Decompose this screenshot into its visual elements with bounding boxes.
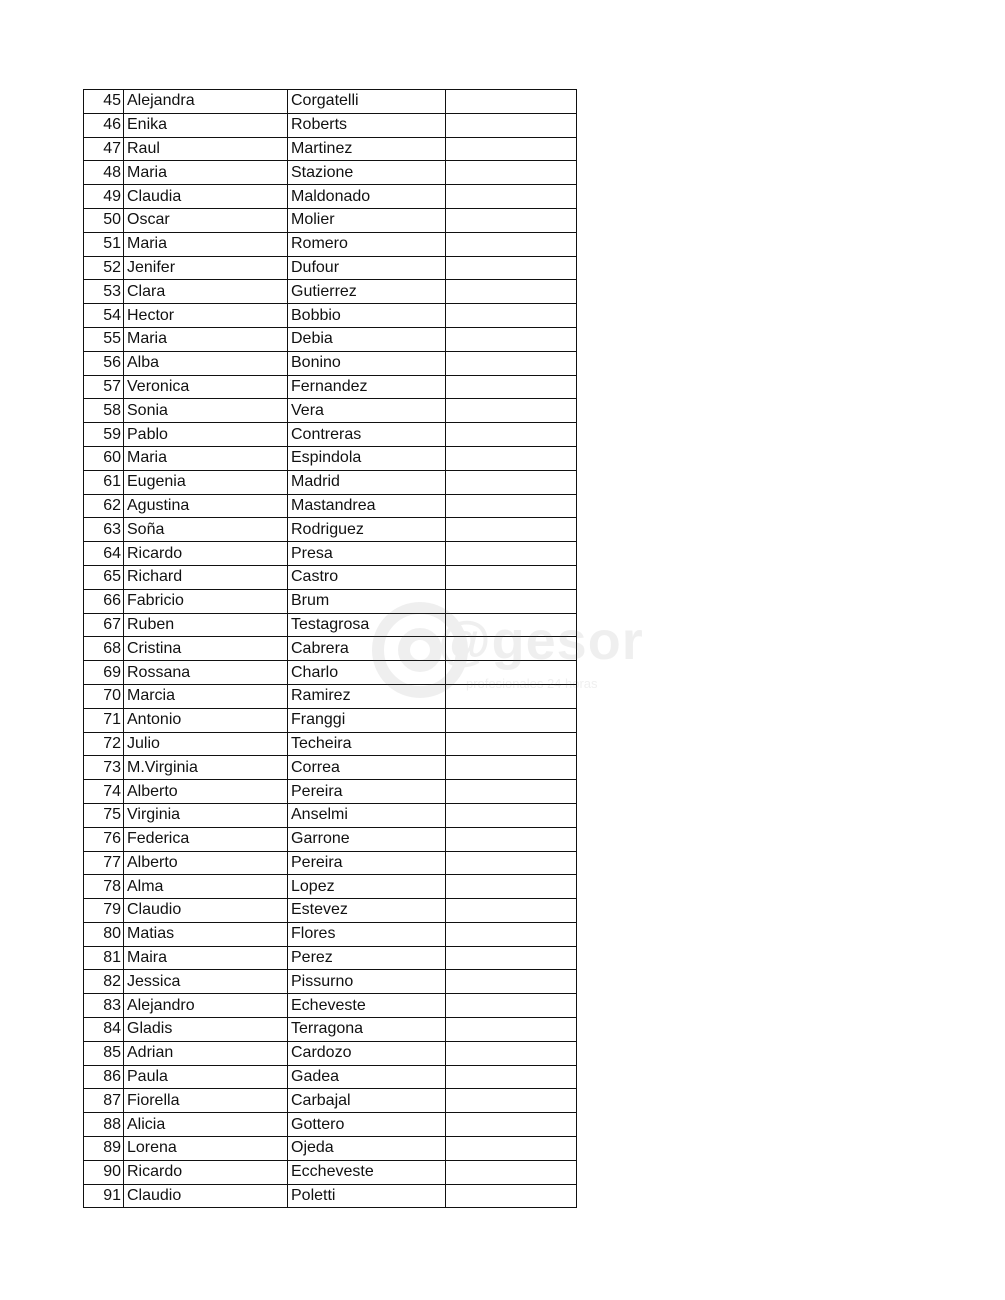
empty-cell (446, 208, 577, 232)
empty-cell (446, 185, 577, 209)
empty-cell (446, 613, 577, 637)
first-name-cell: Marcia (124, 684, 288, 708)
first-name-cell: Paula (124, 1065, 288, 1089)
row-number: 63 (84, 518, 124, 542)
empty-cell (446, 90, 577, 114)
empty-cell (446, 780, 577, 804)
last-name-cell: Stazione (288, 161, 446, 185)
row-number: 90 (84, 1160, 124, 1184)
last-name-cell: Techeira (288, 732, 446, 756)
row-number: 67 (84, 613, 124, 637)
first-name-cell: Hector (124, 304, 288, 328)
first-name-cell: Soña (124, 518, 288, 542)
last-name-cell: Molier (288, 208, 446, 232)
row-number: 88 (84, 1113, 124, 1137)
first-name-cell: Matias (124, 922, 288, 946)
row-number: 73 (84, 756, 124, 780)
first-name-cell: Veronica (124, 375, 288, 399)
row-number: 85 (84, 1041, 124, 1065)
last-name-cell: Cabrera (288, 637, 446, 661)
first-name-cell: Gladis (124, 1018, 288, 1042)
table-row (84, 375, 577, 399)
table-row (84, 827, 577, 851)
table-row (84, 542, 577, 566)
table-row (84, 518, 577, 542)
table-row (84, 994, 577, 1018)
empty-cell (446, 922, 577, 946)
row-number: 56 (84, 351, 124, 375)
empty-cell (446, 232, 577, 256)
last-name-cell: Brum (288, 589, 446, 613)
first-name-cell: Fabricio (124, 589, 288, 613)
row-number: 57 (84, 375, 124, 399)
table-row (84, 470, 577, 494)
empty-cell (446, 256, 577, 280)
last-name-cell: Anselmi (288, 803, 446, 827)
row-number: 47 (84, 137, 124, 161)
empty-cell (446, 1065, 577, 1089)
first-name-cell: Agustina (124, 494, 288, 518)
last-name-cell: Bobbio (288, 304, 446, 328)
empty-cell (446, 304, 577, 328)
first-name-cell: Ricardo (124, 542, 288, 566)
first-name-cell: Alejandro (124, 994, 288, 1018)
table-row (84, 256, 577, 280)
row-number: 71 (84, 708, 124, 732)
row-number: 74 (84, 780, 124, 804)
row-number: 62 (84, 494, 124, 518)
first-name-cell: Claudio (124, 1184, 288, 1208)
first-name-cell: Alma (124, 875, 288, 899)
last-name-cell: Mastandrea (288, 494, 446, 518)
empty-cell (446, 1041, 577, 1065)
empty-cell (446, 1113, 577, 1137)
last-name-cell: Gutierrez (288, 280, 446, 304)
table-row (84, 113, 577, 137)
table-row (84, 1089, 577, 1113)
table-row (84, 280, 577, 304)
first-name-cell: Virginia (124, 803, 288, 827)
row-number: 75 (84, 803, 124, 827)
table-row (84, 90, 577, 114)
last-name-cell: Gadea (288, 1065, 446, 1089)
first-name-cell: Richard (124, 565, 288, 589)
row-number: 49 (84, 185, 124, 209)
empty-cell (446, 827, 577, 851)
table-row (84, 304, 577, 328)
first-name-cell: Maria (124, 446, 288, 470)
table-row (84, 446, 577, 470)
empty-cell (446, 899, 577, 923)
row-number: 78 (84, 875, 124, 899)
empty-cell (446, 994, 577, 1018)
last-name-cell: Corgatelli (288, 90, 446, 114)
empty-cell (446, 875, 577, 899)
table-row (84, 137, 577, 161)
empty-cell (446, 518, 577, 542)
first-name-cell: Sonia (124, 399, 288, 423)
last-name-cell: Castro (288, 565, 446, 589)
table-row (84, 780, 577, 804)
last-name-cell: Poletti (288, 1184, 446, 1208)
last-name-cell: Gottero (288, 1113, 446, 1137)
table-row (84, 351, 577, 375)
empty-cell (446, 1184, 577, 1208)
row-number: 52 (84, 256, 124, 280)
row-number: 81 (84, 946, 124, 970)
empty-cell (446, 661, 577, 685)
row-number: 59 (84, 423, 124, 447)
table-row (84, 1041, 577, 1065)
last-name-cell: Madrid (288, 470, 446, 494)
first-name-cell: Ruben (124, 613, 288, 637)
name-list-sheet (83, 89, 577, 1208)
empty-cell (446, 684, 577, 708)
last-name-cell: Charlo (288, 661, 446, 685)
empty-cell (446, 542, 577, 566)
row-number: 84 (84, 1018, 124, 1042)
table-row (84, 1160, 577, 1184)
name-list-table (83, 89, 577, 1208)
watermark-logo: @gesor (438, 611, 644, 671)
table-row (84, 875, 577, 899)
first-name-cell: Maria (124, 327, 288, 351)
empty-cell (446, 137, 577, 161)
empty-cell (446, 423, 577, 447)
last-name-cell: Presa (288, 542, 446, 566)
table-row (84, 1137, 577, 1161)
last-name-cell: Fernandez (288, 375, 446, 399)
table-row (84, 565, 577, 589)
row-number: 91 (84, 1184, 124, 1208)
table-row (84, 399, 577, 423)
row-number: 65 (84, 565, 124, 589)
first-name-cell: Enika (124, 113, 288, 137)
last-name-cell: Contreras (288, 423, 446, 447)
table-row (84, 185, 577, 209)
last-name-cell: Bonino (288, 351, 446, 375)
last-name-cell: Terragona (288, 1018, 446, 1042)
row-number: 61 (84, 470, 124, 494)
first-name-cell: Ricardo (124, 1160, 288, 1184)
table-row (84, 208, 577, 232)
name-list-body (84, 90, 577, 1208)
empty-cell (446, 637, 577, 661)
table-row (84, 756, 577, 780)
row-number: 68 (84, 637, 124, 661)
first-name-cell: Alberto (124, 851, 288, 875)
empty-cell (446, 970, 577, 994)
last-name-cell: Romero (288, 232, 446, 256)
last-name-cell: Cardozo (288, 1041, 446, 1065)
first-name-cell: Alicia (124, 1113, 288, 1137)
last-name-cell: Garrone (288, 827, 446, 851)
row-number: 48 (84, 161, 124, 185)
first-name-cell: Eugenia (124, 470, 288, 494)
row-number: 77 (84, 851, 124, 875)
last-name-cell: Ramirez (288, 684, 446, 708)
table-row (84, 970, 577, 994)
first-name-cell: M.Virginia (124, 756, 288, 780)
row-number: 83 (84, 994, 124, 1018)
last-name-cell: Carbajal (288, 1089, 446, 1113)
empty-cell (446, 399, 577, 423)
table-row (84, 1184, 577, 1208)
last-name-cell: Rodriguez (288, 518, 446, 542)
empty-cell (446, 280, 577, 304)
empty-cell (446, 851, 577, 875)
table-row (84, 684, 577, 708)
row-number: 82 (84, 970, 124, 994)
table-row (84, 589, 577, 613)
table-row (84, 661, 577, 685)
last-name-cell: Perez (288, 946, 446, 970)
table-row (84, 851, 577, 875)
empty-cell (446, 470, 577, 494)
first-name-cell: Claudio (124, 899, 288, 923)
row-number: 53 (84, 280, 124, 304)
table-row (84, 946, 577, 970)
row-number: 50 (84, 208, 124, 232)
last-name-cell: Echeveste (288, 994, 446, 1018)
empty-cell (446, 113, 577, 137)
last-name-cell: Vera (288, 399, 446, 423)
last-name-cell: Debia (288, 327, 446, 351)
empty-cell (446, 732, 577, 756)
last-name-cell: Franggi (288, 708, 446, 732)
first-name-cell: Claudia (124, 185, 288, 209)
row-number: 45 (84, 90, 124, 114)
empty-cell (446, 1160, 577, 1184)
row-number: 64 (84, 542, 124, 566)
first-name-cell: Fiorella (124, 1089, 288, 1113)
first-name-cell: Lorena (124, 1137, 288, 1161)
row-number: 54 (84, 304, 124, 328)
empty-cell (446, 756, 577, 780)
first-name-cell: Oscar (124, 208, 288, 232)
row-number: 72 (84, 732, 124, 756)
last-name-cell: Eccheveste (288, 1160, 446, 1184)
row-number: 60 (84, 446, 124, 470)
row-number: 70 (84, 684, 124, 708)
empty-cell (446, 708, 577, 732)
table-row (84, 637, 577, 661)
table-row (84, 423, 577, 447)
first-name-cell: Jenifer (124, 256, 288, 280)
first-name-cell: Alberto (124, 780, 288, 804)
table-row (84, 327, 577, 351)
empty-cell (446, 803, 577, 827)
first-name-cell: Maira (124, 946, 288, 970)
table-row (84, 613, 577, 637)
empty-cell (446, 1137, 577, 1161)
first-name-cell: Cristina (124, 637, 288, 661)
table-row (84, 161, 577, 185)
row-number: 80 (84, 922, 124, 946)
first-name-cell: Maria (124, 232, 288, 256)
last-name-cell: Ojeda (288, 1137, 446, 1161)
row-number: 89 (84, 1137, 124, 1161)
row-number: 46 (84, 113, 124, 137)
first-name-cell: Jessica (124, 970, 288, 994)
first-name-cell: Alba (124, 351, 288, 375)
first-name-cell: Alejandra (124, 90, 288, 114)
row-number: 69 (84, 661, 124, 685)
last-name-cell: Testagrosa (288, 613, 446, 637)
empty-cell (446, 565, 577, 589)
last-name-cell: Pereira (288, 851, 446, 875)
empty-cell (446, 327, 577, 351)
empty-cell (446, 161, 577, 185)
empty-cell (446, 946, 577, 970)
row-number: 55 (84, 327, 124, 351)
first-name-cell: Rossana (124, 661, 288, 685)
row-number: 86 (84, 1065, 124, 1089)
row-number: 66 (84, 589, 124, 613)
last-name-cell: Correa (288, 756, 446, 780)
table-row (84, 708, 577, 732)
first-name-cell: Julio (124, 732, 288, 756)
table-row (84, 1018, 577, 1042)
last-name-cell: Lopez (288, 875, 446, 899)
row-number: 58 (84, 399, 124, 423)
first-name-cell: Pablo (124, 423, 288, 447)
last-name-cell: Martinez (288, 137, 446, 161)
first-name-cell: Raul (124, 137, 288, 161)
row-number: 76 (84, 827, 124, 851)
table-row (84, 922, 577, 946)
empty-cell (446, 446, 577, 470)
empty-cell (446, 494, 577, 518)
empty-cell (446, 351, 577, 375)
empty-cell (446, 1089, 577, 1113)
first-name-cell: Federica (124, 827, 288, 851)
last-name-cell: Pissurno (288, 970, 446, 994)
last-name-cell: Roberts (288, 113, 446, 137)
table-row (84, 494, 577, 518)
last-name-cell: Pereira (288, 780, 446, 804)
table-row (84, 732, 577, 756)
empty-cell (446, 1018, 577, 1042)
last-name-cell: Maldonado (288, 185, 446, 209)
first-name-cell: Maria (124, 161, 288, 185)
first-name-cell: Clara (124, 280, 288, 304)
empty-cell (446, 589, 577, 613)
row-number: 51 (84, 232, 124, 256)
empty-cell (446, 375, 577, 399)
watermark-tagline: profesionales 24 horas (466, 676, 598, 691)
table-row (84, 1113, 577, 1137)
last-name-cell: Estevez (288, 899, 446, 923)
table-row (84, 232, 577, 256)
table-row (84, 899, 577, 923)
last-name-cell: Dufour (288, 256, 446, 280)
first-name-cell: Adrian (124, 1041, 288, 1065)
table-row (84, 1065, 577, 1089)
last-name-cell: Espindola (288, 446, 446, 470)
row-number: 87 (84, 1089, 124, 1113)
row-number: 79 (84, 899, 124, 923)
last-name-cell: Flores (288, 922, 446, 946)
first-name-cell: Antonio (124, 708, 288, 732)
table-row (84, 803, 577, 827)
